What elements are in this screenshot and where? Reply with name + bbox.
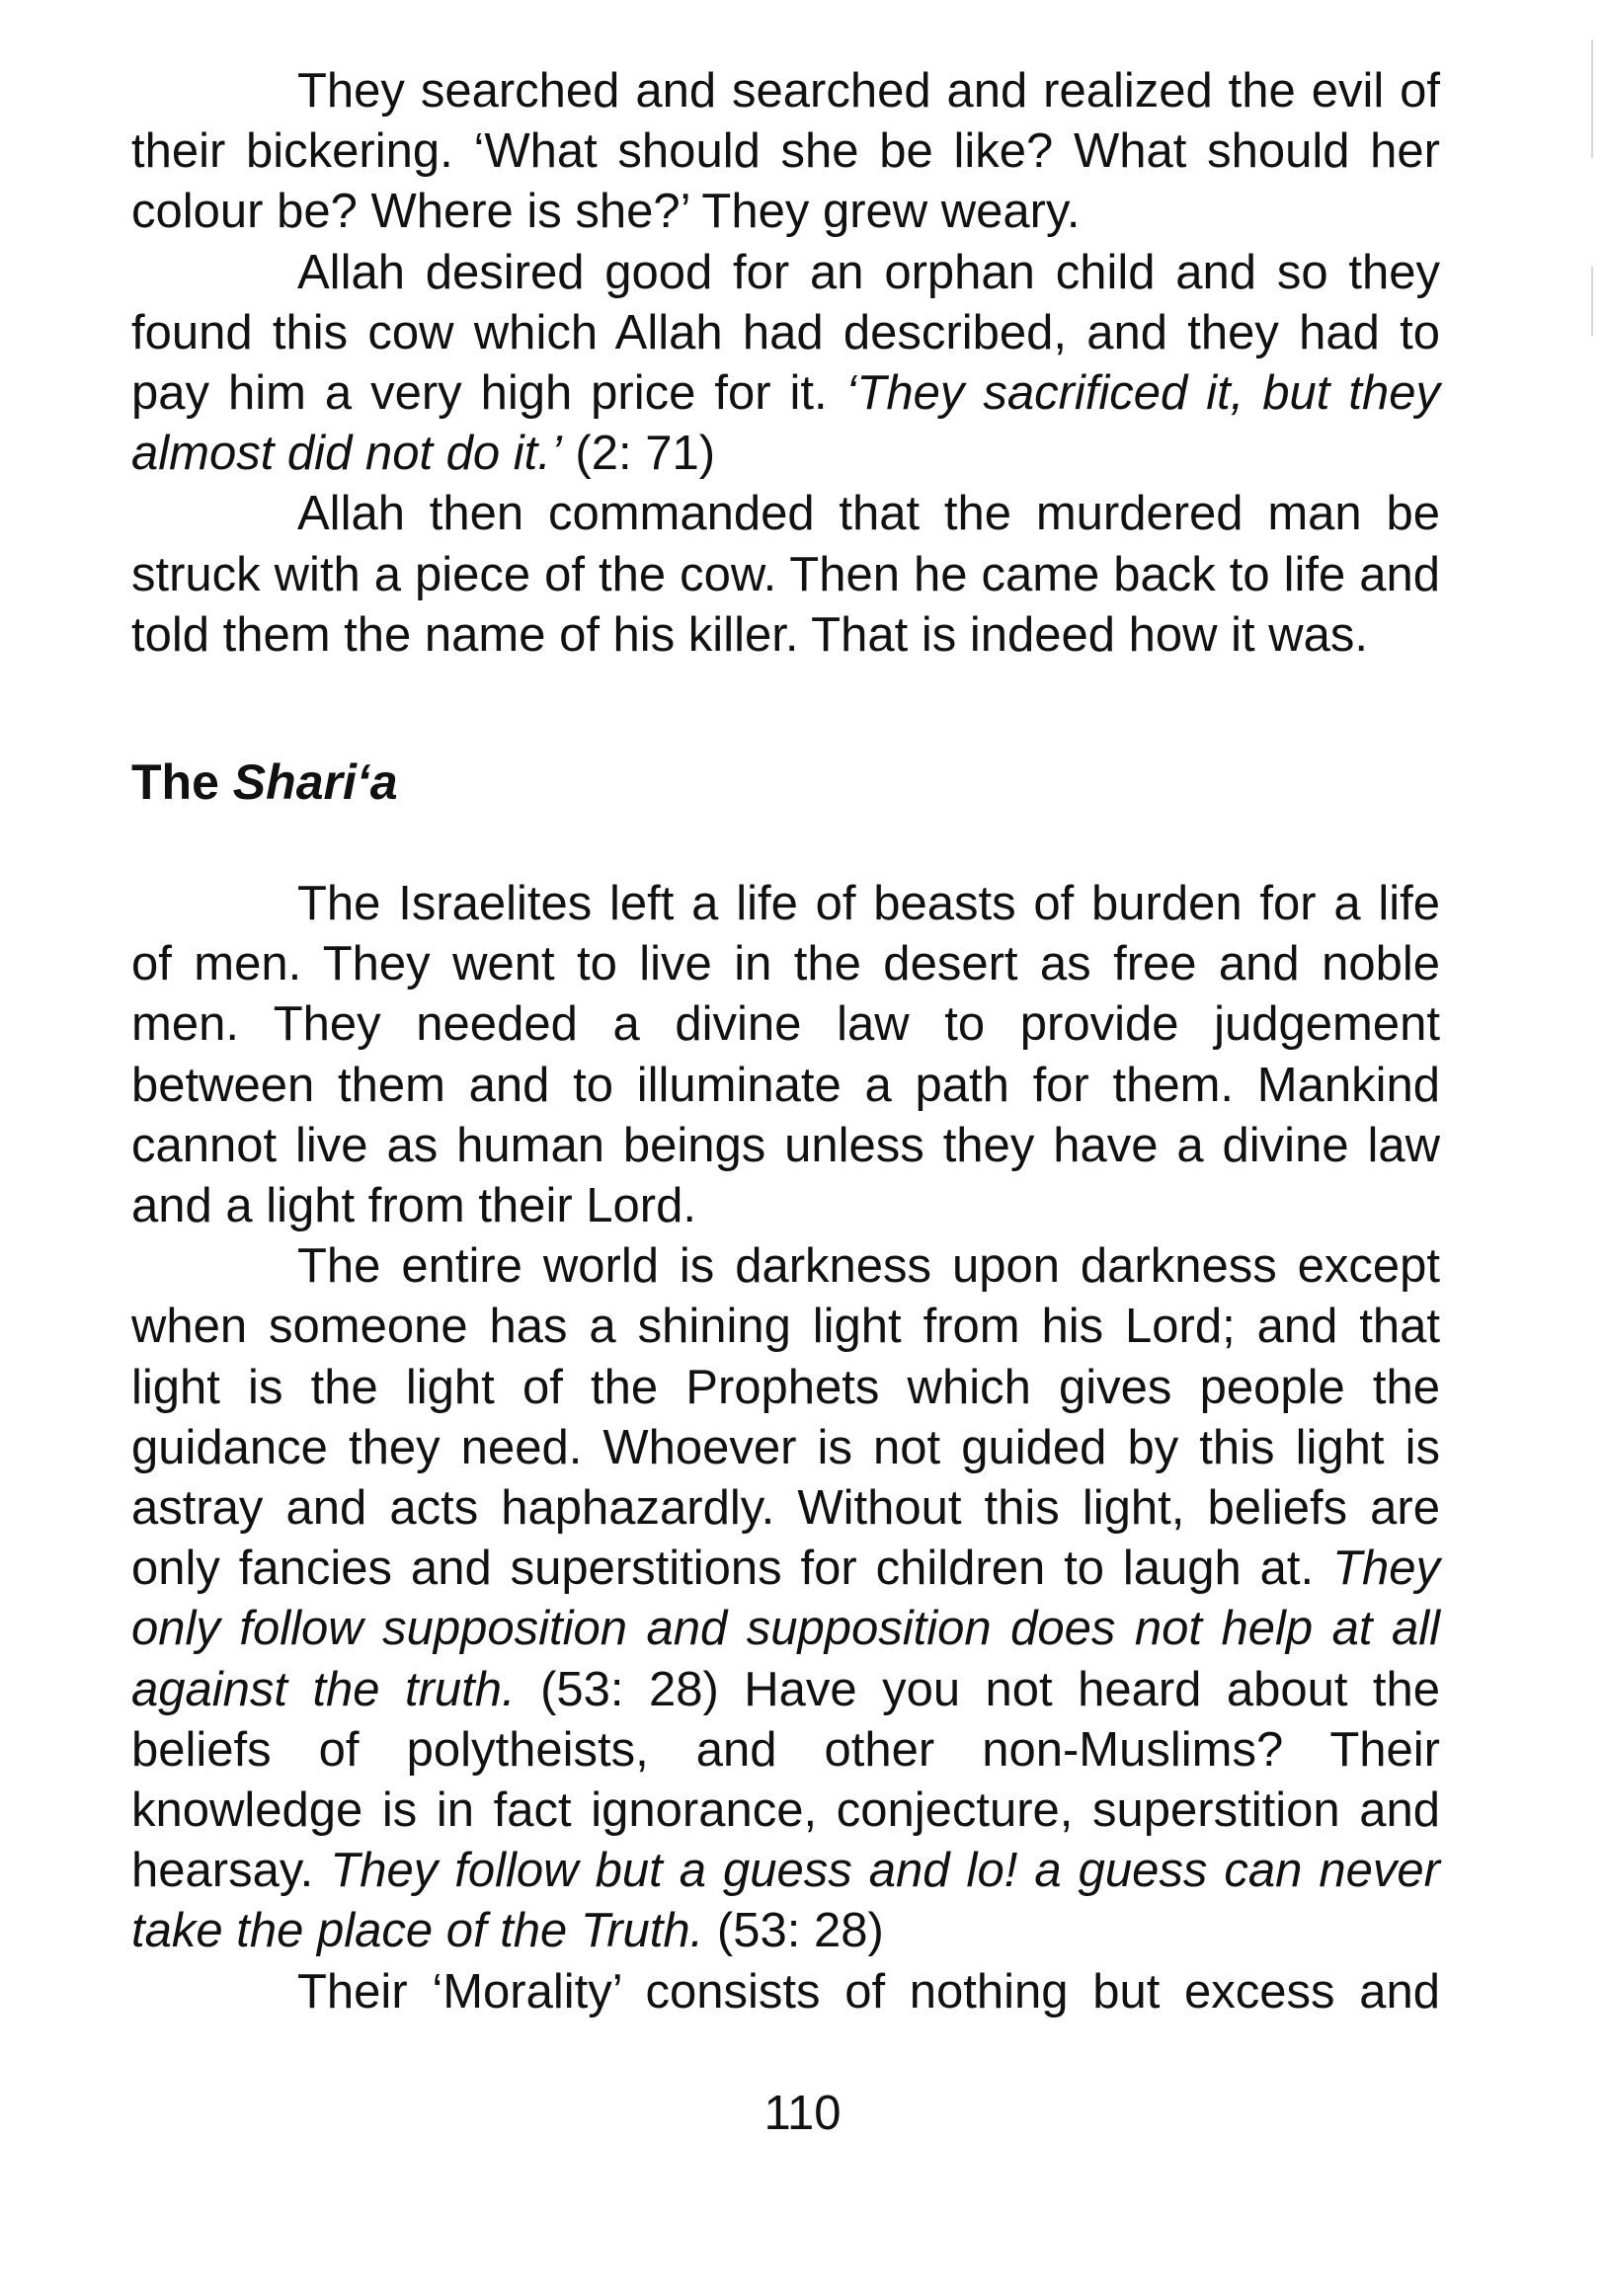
- scan-edge-mark: [1591, 40, 1593, 158]
- paragraph: [131, 1962, 1440, 2022]
- paragraph-text: Allah then commanded that the murdered man be struck with a piece of the cow. Then he came back to life and told them the name of his killer. That is indeed how it was.: [131, 487, 1440, 662]
- section-heading-plain: The: [131, 754, 233, 811]
- paragraph-text: The entire world is darkness upon darkness except when someone has a shining light from his Lord; and that light is the light of the Prophets which gives people the guidance they need. Whoever is not guided by this light is astray and acts haphazardly. Without this light, beliefs are only fancies and superstitions for children to laugh at.: [131, 1239, 1440, 1596]
- quran-quote: ‘They sacrificed it, but they almost did not do it.’: [131, 366, 1440, 481]
- verse-reference: (2: 71): [561, 427, 716, 481]
- page-number: 110: [763, 2087, 842, 2140]
- verse-reference: (53: 28): [703, 1904, 884, 1958]
- paragraph-text: They searched and searched and realized the evil of their bickering. ‘What should she be like? What should her colour be? Where is she?’ They grew weary.: [131, 64, 1440, 239]
- paragraph: [131, 1236, 1440, 1961]
- quran-quote: They only follow supposition and supposition does not help at all against the truth.: [131, 1542, 1440, 1716]
- section-heading: [131, 752, 1440, 813]
- paragraph-text: Allah desired good for an orphan child and so they found this cow which Allah had described, and they had to pay him a very high price for it.: [131, 245, 1440, 421]
- paragraph-text: The Israelites left a life of beasts of burden for a life of men. They went to live in the desert as free and noble men. They needed a divine law to provide judgement between them and to illuminate a path for them. Mankind cannot live as human beings unless they have a divine law and a light from their Lord.: [131, 877, 1440, 1233]
- paragraph-text: Their ‘Morality’ consists of nothing but excess and: [297, 1964, 1440, 2019]
- quran-quote: They follow but a guess and lo! a guess can never take the place of the Truth.: [131, 1844, 1440, 1958]
- paragraph: [131, 61, 1440, 243]
- page-body: [131, 61, 1440, 2022]
- paragraph-text: (53: 28) Have you not heard about the beliefs of polytheists, and other non-Muslims? Their knowledge is in fact ignorance, conjecture, superstition and hearsay.: [131, 1662, 1441, 1898]
- paragraph: [131, 874, 1440, 1236]
- scan-edge-mark: [1591, 267, 1593, 336]
- paragraph: [131, 243, 1440, 485]
- paragraph: [131, 484, 1440, 666]
- section-heading-italic: Shari‘a: [232, 754, 398, 811]
